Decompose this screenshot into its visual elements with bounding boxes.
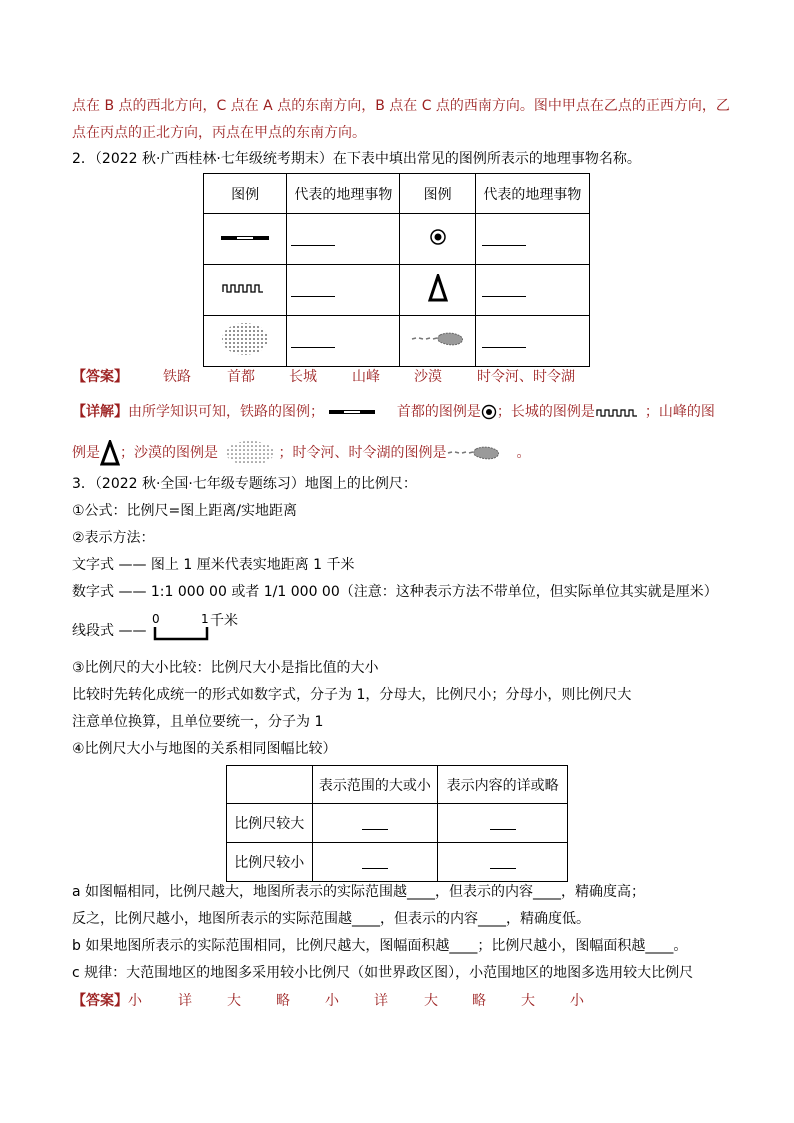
scale-header-range: 表示范围的大或小 (312, 766, 438, 804)
rule-a-line-1: a 如图幅相同，比例尺越大，地图所表示的实际范围越____，但表示的内容____，精确度高； (72, 884, 646, 900)
q3-answer-3: 大 (227, 993, 241, 1009)
relation-line: ④比例尺大小与地图的关系相同图幅比较） (72, 741, 337, 757)
answer-tag-q3: 【答案】 (72, 993, 128, 1009)
detail-line-2: 例是 ；沙漠的图例是 ；时令河、时令湖的图例是 。 (72, 440, 530, 466)
question-3-title: 3．（2022 秋·全国·七年级专题练习）地图上的比例尺： (72, 476, 417, 492)
rule-b-line: b 如果地图所表示的实际范围相同，比例尺越大，图幅面积越____；比例尺越小，图幅面积越____。 (72, 938, 688, 954)
answer-blank (482, 335, 526, 348)
intro-line-1: 点在 B 点的西北方向，C 点在 A 点的东南方向，B 点在 C 点的西南方向。图中甲点在乙点的正西方向，乙 (72, 98, 730, 114)
scale-bar-icon (152, 626, 212, 642)
answer-blank (291, 233, 335, 246)
answer-blank (362, 817, 388, 830)
answer-blank (291, 284, 335, 297)
row-small-scale: 比例尺较小 (227, 843, 313, 882)
q3-answer-2: 详 (178, 993, 192, 1009)
text-form-line: 文字式 —— 图上 1 厘米代表实地距离 1 千米 (72, 557, 355, 573)
method-line: ②表示方法： (72, 530, 155, 546)
legend-table (203, 173, 590, 367)
answer-tag-q2: 【答案】 (72, 369, 128, 385)
line-form-label: 线段式 —— (72, 623, 147, 639)
answer-blank (490, 817, 516, 830)
rule-c-line: c 规律：大范围地区的地图多采用较小比例尺（如世界政区图），小范围地区的地图多选用较大比例尺 (72, 965, 694, 981)
capital-icon (481, 404, 497, 420)
desert-icon (222, 440, 278, 466)
detail-tag: 【详解】 (72, 404, 128, 420)
railway-icon (328, 407, 376, 417)
answer-blank (362, 856, 388, 869)
great-wall-icon (595, 407, 639, 417)
legend-header-1: 图例 (204, 174, 287, 214)
desert-icon (204, 316, 287, 367)
answer-blank (291, 335, 335, 348)
question-2-title: 2．（2022 秋·广西桂林·七年级统考期末）在下表中填出常见的图例所表示的地理事物名称。 (72, 151, 641, 167)
scale-bar-unit: 千米 (210, 613, 238, 629)
answer-blank (482, 233, 526, 246)
answer-blank (490, 856, 516, 869)
answer-2: 首都 (227, 369, 255, 385)
compare-line-2: 比较时先转化成统一的形式如数字式，分子为 1，分母大，比例尺小；分母小，则比例尺大 (72, 687, 632, 703)
answer-blank (482, 284, 526, 297)
q3-answer-4: 略 (276, 993, 290, 1009)
scale-bar-one: 1 (201, 612, 209, 626)
q3-answer-8: 略 (472, 993, 486, 1009)
intro-line-2: 点在丙点的正北方向，丙点在甲点的东南方向。 (72, 125, 366, 141)
q3-answer-10: 小 (570, 993, 584, 1009)
great-wall-icon (204, 265, 287, 316)
seasonal-river-lake-icon (400, 316, 475, 367)
answer-1: 铁路 (163, 369, 191, 385)
answer-5: 沙漠 (414, 369, 442, 385)
seasonal-river-lake-icon (446, 445, 506, 461)
q3-answer-1: 小 (128, 993, 142, 1009)
q3-answer-5: 小 (325, 993, 339, 1009)
mountain-peak-icon (400, 265, 475, 316)
formula-line: ①公式：比例尺=图上距离/实地距离 (72, 503, 297, 519)
answer-3: 长城 (289, 369, 317, 385)
compare-line: ③比例尺的大小比较：比例尺大小是指比值的大小 (72, 660, 379, 676)
rule-a-line-2: 反之，比例尺越小，地图所表示的实际范围越____，但表示的内容____，精确度低。 (72, 911, 590, 927)
railway-icon (204, 214, 287, 265)
answer-6: 时令河、时令湖 (477, 369, 575, 385)
scale-bar-zero: 0 (152, 612, 160, 626)
q3-answer-6: 详 (374, 993, 388, 1009)
q3-answer-9: 大 (521, 993, 535, 1009)
legend-header-3: 图例 (400, 174, 475, 214)
mountain-peak-icon (100, 440, 120, 466)
legend-header-2: 代表的地理事物 (287, 174, 400, 214)
legend-header-4: 代表的地理事物 (475, 174, 589, 214)
detail-line-1: 【详解】由所学知识可知，铁路的图例； 首都的图例是 ；长城的图例是 ；山峰的图 (72, 404, 715, 420)
capital-icon (400, 214, 475, 265)
q3-answer-7: 大 (424, 993, 438, 1009)
numeric-form-line: 数字式 —— 1:1 000 00 或者 1/1 000 00（注意：这种表示方法不带单位，但实际单位其实就是厘米） (72, 584, 718, 600)
scale-header-detail: 表示内容的详或略 (438, 766, 568, 804)
answer-4: 山峰 (352, 369, 380, 385)
scale-table (226, 765, 568, 882)
compare-line-3: 注意单位换算，且单位要统一，分子为 1 (72, 714, 324, 730)
row-large-scale: 比例尺较大 (227, 804, 313, 843)
